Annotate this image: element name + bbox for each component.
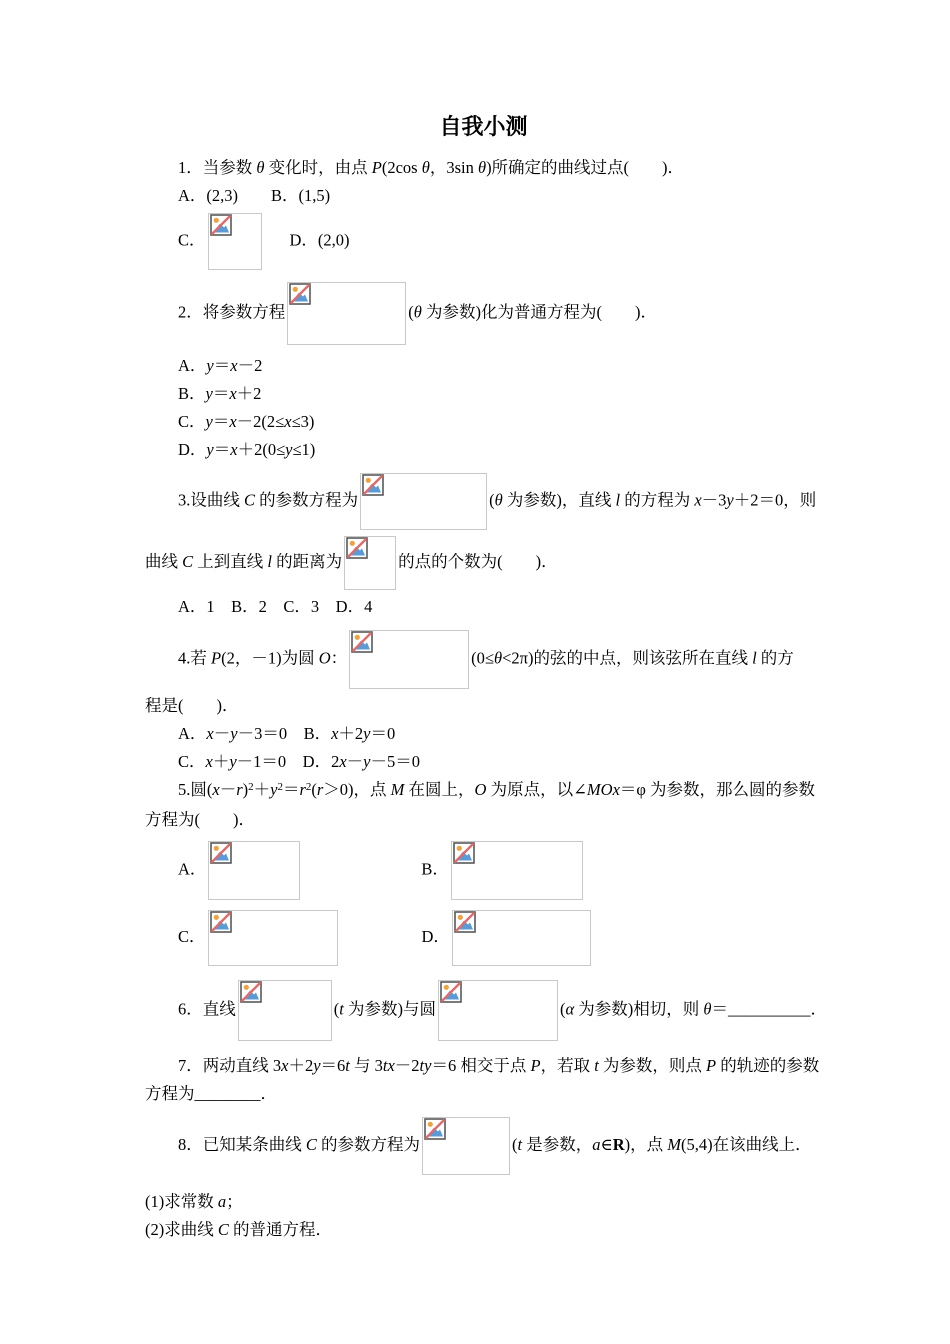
question-4-options-ab bbox=[145, 720, 822, 748]
broken-image-icon bbox=[210, 911, 232, 933]
text-run: y bbox=[206, 356, 214, 375]
text-run: y bbox=[270, 780, 278, 799]
text-run: ＝ bbox=[282, 780, 300, 799]
text-run: t bbox=[339, 999, 344, 1019]
text-run: t bbox=[345, 1056, 350, 1075]
text-run: 程是( )． bbox=[145, 696, 239, 715]
text-run: 为参数)化为普通方程为( )． bbox=[421, 302, 657, 322]
text-run: 4.若 bbox=[178, 648, 211, 668]
text-run: l bbox=[615, 490, 621, 510]
text-run: D． bbox=[178, 440, 207, 459]
text-run: 方程为( )． bbox=[145, 810, 255, 829]
formula-image-placeholder[interactable] bbox=[452, 910, 591, 966]
text-run: 2 bbox=[248, 781, 254, 793]
broken-image-icon bbox=[210, 214, 232, 236]
question-2 bbox=[145, 279, 822, 348]
text-run: ＝ bbox=[213, 440, 231, 459]
question-7-line-2 bbox=[145, 1080, 822, 1108]
text-run: R bbox=[612, 1134, 625, 1154]
text-run: C． bbox=[178, 230, 206, 250]
text-run: y bbox=[205, 384, 213, 403]
question-7-line-1 bbox=[145, 1052, 822, 1080]
text-run: y bbox=[230, 724, 238, 743]
text-run: θ bbox=[494, 490, 503, 510]
text-run: ； bbox=[226, 1192, 243, 1211]
text-run: ( bbox=[333, 999, 340, 1019]
text-run: C． bbox=[178, 412, 206, 431]
text-run: ，3sin bbox=[429, 158, 478, 177]
text-run: y bbox=[205, 412, 213, 431]
text-run: 6．直线 bbox=[178, 999, 236, 1019]
text-run: θ bbox=[477, 158, 487, 177]
text-run: y bbox=[285, 440, 293, 459]
text-run: ，若取 bbox=[540, 1056, 595, 1075]
text-run: r bbox=[299, 780, 306, 799]
question-4-line-1 bbox=[145, 627, 822, 692]
text-run: 为参数，则点 bbox=[598, 1056, 707, 1075]
text-run: x bbox=[331, 724, 339, 743]
text-run: ( bbox=[512, 1134, 518, 1154]
text-run: 是参数， bbox=[522, 1134, 593, 1154]
question-3-line-1 bbox=[145, 470, 822, 533]
text-run: ＝ bbox=[212, 384, 230, 403]
text-run: ) bbox=[242, 780, 249, 799]
text-run: ＋2(0≤ bbox=[237, 440, 286, 459]
text-run: y bbox=[363, 752, 371, 771]
formula-image-placeholder[interactable] bbox=[438, 980, 558, 1041]
text-run: B． bbox=[421, 859, 449, 879]
text-run: 的参数方程为 bbox=[316, 1134, 421, 1154]
text-run: － bbox=[213, 724, 231, 743]
spacer bbox=[302, 873, 421, 874]
text-run: 为参数)相切，则 bbox=[574, 999, 704, 1019]
text-run: －3＝0 B． bbox=[237, 724, 332, 743]
broken-image-icon bbox=[424, 1118, 446, 1140]
broken-image-icon bbox=[362, 474, 384, 496]
text-run: 3.设曲线 bbox=[178, 490, 244, 510]
text-run: C． bbox=[178, 752, 206, 771]
text-run: y bbox=[363, 724, 371, 743]
broken-image-icon bbox=[240, 981, 262, 1003]
broken-image-icon bbox=[440, 981, 462, 1003]
text-run: 2．将参数方程 bbox=[178, 302, 286, 322]
text-run: ( bbox=[311, 780, 317, 799]
text-run: －2(2≤ bbox=[236, 412, 285, 431]
text-run: M bbox=[390, 780, 405, 799]
text-run: x bbox=[694, 490, 702, 510]
question-2-option-d bbox=[145, 436, 822, 464]
text-run: x bbox=[284, 412, 292, 431]
text-run: y bbox=[313, 1056, 321, 1075]
text-run: D．(2,0) bbox=[289, 230, 350, 250]
text-run: y bbox=[726, 490, 734, 510]
text-run: P bbox=[530, 1056, 541, 1075]
broken-image-icon bbox=[351, 631, 373, 653]
text-run: O bbox=[318, 648, 331, 668]
text-run: 的方 bbox=[756, 648, 794, 668]
text-run: A． bbox=[178, 356, 207, 375]
text-run: (0≤ bbox=[471, 648, 494, 668]
text-run: ＋2 bbox=[288, 1056, 314, 1075]
text-run: 为原点，以∠ bbox=[486, 780, 587, 799]
text-run: A． bbox=[178, 859, 207, 879]
text-run: ： bbox=[330, 648, 348, 668]
text-run: ＝6 bbox=[320, 1056, 346, 1075]
text-run: x bbox=[281, 1056, 289, 1075]
text-run: A．(2,3) B．(1,5) bbox=[178, 186, 331, 205]
text-run: 的参数方程为 bbox=[255, 490, 359, 510]
text-run: x bbox=[230, 356, 238, 375]
text-run: )所确定的曲线过点( )． bbox=[486, 158, 685, 177]
text-run: －3 bbox=[701, 490, 727, 510]
formula-image-placeholder[interactable] bbox=[208, 213, 262, 270]
formula-image-placeholder[interactable] bbox=[344, 536, 396, 590]
formula-image-placeholder[interactable] bbox=[208, 841, 300, 900]
text-run: t bbox=[594, 1056, 599, 1075]
text-run: 5.圆( bbox=[178, 780, 213, 799]
text-run: )，点 bbox=[624, 1134, 668, 1154]
text-run: ＋ bbox=[212, 752, 230, 771]
question-3-options bbox=[145, 593, 822, 621]
text-run: C bbox=[244, 490, 256, 510]
text-run: 方程为________． bbox=[145, 1084, 277, 1103]
text-run: ( bbox=[559, 999, 566, 1019]
question-4-line-2 bbox=[145, 692, 822, 720]
text-run: 曲线 bbox=[145, 551, 183, 571]
text-run: －1＝0 D．2 bbox=[236, 752, 340, 771]
formula-image-placeholder[interactable] bbox=[287, 282, 406, 345]
question-1-options-cd bbox=[145, 210, 822, 273]
text-run: C bbox=[305, 1134, 317, 1154]
text-run: 为参数)，直线 bbox=[502, 490, 616, 510]
question-5-line-2 bbox=[145, 806, 822, 834]
question-6 bbox=[145, 977, 827, 1044]
question-5-options-ab bbox=[145, 838, 822, 903]
text-run: M bbox=[667, 1134, 681, 1154]
question-5-line-1 bbox=[145, 776, 822, 806]
question-4-options-cd bbox=[145, 748, 822, 776]
text-run: B． bbox=[178, 384, 206, 403]
formula-image-placeholder[interactable] bbox=[360, 473, 487, 530]
text-run: D． bbox=[421, 926, 450, 946]
broken-image-icon bbox=[453, 842, 475, 864]
question-5-options-cd bbox=[145, 907, 822, 969]
text-run: x bbox=[229, 384, 237, 403]
text-run: x bbox=[229, 412, 237, 431]
question-8 bbox=[145, 1114, 822, 1178]
text-run: (2cos bbox=[381, 158, 422, 177]
text-run: y bbox=[229, 752, 237, 771]
spacer bbox=[264, 244, 290, 245]
text-run: P bbox=[371, 158, 382, 177]
text-run: ＋2 bbox=[236, 384, 262, 403]
text-run: 8．已知某条曲线 bbox=[178, 1134, 306, 1154]
text-run: 2 bbox=[305, 781, 312, 793]
text-run: 与 3 bbox=[349, 1056, 383, 1075]
formula-image-placeholder[interactable] bbox=[349, 630, 469, 689]
text-run: －2 bbox=[394, 1056, 420, 1075]
text-run: tx bbox=[382, 1056, 395, 1075]
text-run: 上到直线 bbox=[193, 551, 268, 571]
text-run: － bbox=[219, 780, 237, 799]
text-run: A． bbox=[178, 724, 207, 743]
text-run: C bbox=[217, 1220, 229, 1239]
text-run: －2 bbox=[237, 356, 263, 375]
text-run: (5,4)在该曲线上． bbox=[681, 1134, 812, 1154]
text-run: A．1 B．2 C．3 D．4 bbox=[178, 597, 373, 616]
text-run: l bbox=[752, 648, 757, 668]
text-run: ∈ bbox=[600, 1134, 613, 1154]
question-8-part-1 bbox=[145, 1188, 822, 1216]
text-run: t bbox=[517, 1134, 523, 1154]
text-run: ＝0 bbox=[370, 724, 396, 743]
text-run: ty bbox=[419, 1056, 432, 1075]
text-run: C bbox=[182, 551, 194, 571]
text-run: θ bbox=[421, 158, 430, 177]
text-run: x bbox=[230, 440, 238, 459]
text-run: x bbox=[206, 724, 214, 743]
text-run: － bbox=[346, 752, 364, 771]
question-1-options-ab bbox=[145, 182, 822, 210]
text-run: x bbox=[339, 752, 347, 771]
text-run: θ bbox=[413, 302, 422, 322]
broken-image-icon bbox=[454, 911, 476, 933]
text-run: r bbox=[236, 780, 243, 799]
formula-image-placeholder[interactable] bbox=[208, 910, 338, 966]
text-run: ( bbox=[489, 490, 495, 510]
text-run: x bbox=[212, 780, 220, 799]
formula-image-placeholder[interactable] bbox=[451, 841, 583, 900]
page-title: 自我小测 bbox=[439, 114, 528, 139]
text-run: ＝6 相交于点 bbox=[431, 1056, 531, 1075]
question-1 bbox=[145, 154, 822, 182]
text-run: a bbox=[217, 1192, 227, 1211]
text-run: ≤1) bbox=[292, 440, 316, 459]
text-run: C． bbox=[178, 926, 206, 946]
broken-image-icon bbox=[210, 842, 232, 864]
question-3-line-2 bbox=[145, 533, 822, 593]
text-run: ＋2＝0，则 bbox=[733, 490, 817, 510]
formula-image-placeholder[interactable] bbox=[422, 1117, 510, 1175]
text-run: 为参数)与圆 bbox=[343, 999, 436, 1019]
formula-image-placeholder[interactable] bbox=[238, 980, 332, 1041]
text-run: (2，－1)为圆 bbox=[221, 648, 319, 668]
text-run: 在圆上， bbox=[404, 780, 475, 799]
text-run: 2 bbox=[277, 781, 283, 793]
text-run: <2π)的弦的中点，则该弦所在直线 bbox=[502, 648, 753, 668]
text-run: x bbox=[205, 752, 213, 771]
text-run: 的方程为 bbox=[620, 490, 695, 510]
text-run: θ bbox=[256, 158, 265, 177]
text-run: ≤3) bbox=[291, 412, 315, 431]
text-run: a bbox=[592, 1134, 601, 1154]
question-8-part-2 bbox=[145, 1216, 822, 1244]
text-run: P bbox=[211, 648, 222, 668]
text-run: ＋2 bbox=[338, 724, 364, 743]
text-run: ( bbox=[408, 302, 414, 322]
text-run: 的普通方程． bbox=[228, 1220, 333, 1239]
broken-image-icon bbox=[289, 283, 311, 305]
text-run: 1．当参数 bbox=[178, 158, 257, 177]
broken-image-icon bbox=[346, 537, 368, 559]
spacer bbox=[340, 941, 422, 942]
text-run: (1)求常数 bbox=[145, 1192, 218, 1211]
text-run: MOx bbox=[586, 780, 620, 799]
question-2-option-b bbox=[145, 380, 822, 408]
text-run: y bbox=[206, 440, 214, 459]
text-run: 的距离为 bbox=[271, 551, 343, 571]
text-run: (2)求曲线 bbox=[145, 1220, 218, 1239]
text-run: ＝φ 为参数，那么圆的参数 bbox=[619, 780, 816, 799]
text-run: r bbox=[316, 780, 324, 799]
text-run: 的轨迹的参数 bbox=[716, 1056, 820, 1075]
text-run: θ bbox=[493, 648, 503, 668]
text-run: l bbox=[267, 551, 272, 571]
text-run: ＋ bbox=[253, 780, 271, 799]
text-run: 变化时，由点 bbox=[264, 158, 372, 177]
text-run: ＝__________． bbox=[711, 999, 827, 1019]
text-run: 的点的个数为( )． bbox=[398, 551, 558, 571]
question-2-option-c bbox=[145, 408, 822, 436]
text-run: ＝ bbox=[213, 356, 231, 375]
text-run: －5＝0 bbox=[370, 752, 420, 771]
question-2-option-a bbox=[145, 352, 822, 380]
text-run: P bbox=[706, 1056, 717, 1075]
text-run: O bbox=[474, 780, 487, 799]
text-run: ＝ bbox=[212, 412, 230, 431]
text-run: ＞0)，点 bbox=[323, 780, 391, 799]
text-run: α bbox=[565, 999, 575, 1019]
text-run: θ bbox=[703, 999, 712, 1019]
text-run: 7．两动直线 3 bbox=[178, 1056, 282, 1075]
